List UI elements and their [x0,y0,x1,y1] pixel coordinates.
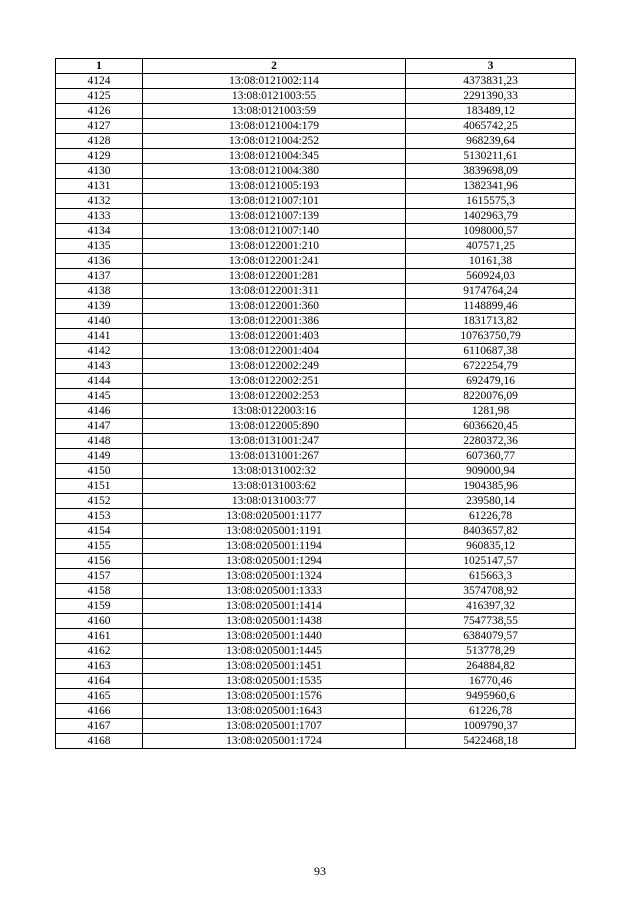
cadastral-value-cell: 1009790,37 [406,719,576,734]
table-row [56,689,576,704]
cadastral-value-cell: 16770,46 [406,674,576,689]
table-row [56,644,576,659]
row-number-cell: 4159 [56,599,143,614]
cadastral-value-cell: 4373831,23 [406,74,576,89]
cadastral-value-cell: 960835,12 [406,539,576,554]
row-number-cell: 4140 [56,314,143,329]
table-row [56,89,576,104]
table-row [56,494,576,509]
cadastral-number-cell: 13:08:0122002:251 [143,374,406,389]
row-number-cell: 4161 [56,629,143,644]
table-row [56,284,576,299]
table-row [56,404,576,419]
cadastral-value-cell: 513778,29 [406,644,576,659]
cadastral-number-cell: 13:08:0121007:101 [143,194,406,209]
table-row [56,479,576,494]
row-number-cell: 4129 [56,149,143,164]
row-number-cell: 4127 [56,119,143,134]
table-row [56,419,576,434]
table-row [56,584,576,599]
cadastral-value-cell: 607360,77 [406,449,576,464]
cadastral-number-cell: 13:08:0205001:1707 [143,719,406,734]
row-number-cell: 4160 [56,614,143,629]
cadastral-number-cell: 13:08:0205001:1294 [143,554,406,569]
cadastral-number-cell: 13:08:0121004:345 [143,149,406,164]
cadastral-number-cell: 13:08:0121003:55 [143,89,406,104]
header-row [56,59,576,74]
row-number-cell: 4146 [56,404,143,419]
row-number-cell: 4143 [56,359,143,374]
cadastral-number-cell: 13:08:0122003:16 [143,404,406,419]
table-row [56,134,576,149]
table-row [56,374,576,389]
cadastral-number-cell: 13:08:0205001:1177 [143,509,406,524]
table-row [56,254,576,269]
row-number-cell: 4162 [56,644,143,659]
table-row [56,659,576,674]
column-header-3: 3 [406,59,576,74]
row-number-cell: 4125 [56,89,143,104]
cadastral-number-cell: 13:08:0122001:403 [143,329,406,344]
cadastral-value-cell: 239580,14 [406,494,576,509]
row-number-cell: 4150 [56,464,143,479]
table-row [56,209,576,224]
row-number-cell: 4131 [56,179,143,194]
table-row [56,524,576,539]
table-row [56,269,576,284]
cadastral-number-cell: 13:08:0121007:139 [143,209,406,224]
table-row [56,704,576,719]
row-number-cell: 4145 [56,389,143,404]
row-number-cell: 4158 [56,584,143,599]
column-header-2: 2 [143,59,406,74]
row-number-cell: 4130 [56,164,143,179]
cadastral-number-cell: 13:08:0121007:140 [143,224,406,239]
cadastral-number-cell: 13:08:0205001:1194 [143,539,406,554]
cadastral-value-cell: 416397,32 [406,599,576,614]
cadastral-value-cell: 6722254,79 [406,359,576,374]
cadastral-number-cell: 13:08:0121004:380 [143,164,406,179]
row-number-cell: 4136 [56,254,143,269]
row-number-cell: 4148 [56,434,143,449]
cadastral-value-cell: 1904385,96 [406,479,576,494]
table-row [56,539,576,554]
row-number-cell: 4165 [56,689,143,704]
row-number-cell: 4147 [56,419,143,434]
table-row [56,239,576,254]
table-row [56,224,576,239]
cadastral-value-cell: 909000,94 [406,464,576,479]
row-number-cell: 4128 [56,134,143,149]
cadastral-value-cell: 1148899,46 [406,299,576,314]
row-number-cell: 4132 [56,194,143,209]
table-row [56,599,576,614]
table-row [56,194,576,209]
cadastral-number-cell: 13:08:0205001:1191 [143,524,406,539]
cadastral-value-cell: 3574708,92 [406,584,576,599]
cadastral-number-cell: 13:08:0131003:62 [143,479,406,494]
cadastral-value-cell: 1025147,57 [406,554,576,569]
cadastral-number-cell: 13:08:0205001:1414 [143,599,406,614]
table-row [56,434,576,449]
cadastral-value-cell: 6036620,45 [406,419,576,434]
table-row [56,179,576,194]
cadastral-value-cell: 5130211,61 [406,149,576,164]
table-row [56,149,576,164]
cadastral-value-cell: 183489,12 [406,104,576,119]
cadastral-value-cell: 2280372,36 [406,434,576,449]
cadastral-number-cell: 13:08:0131001:247 [143,434,406,449]
cadastral-number-cell: 13:08:0121005:193 [143,179,406,194]
row-number-cell: 4153 [56,509,143,524]
row-number-cell: 4137 [56,269,143,284]
row-number-cell: 4124 [56,74,143,89]
cadastral-value-cell: 6384079,57 [406,629,576,644]
row-number-cell: 4151 [56,479,143,494]
cadastral-number-cell: 13:08:0205001:1451 [143,659,406,674]
cadastral-number-cell: 13:08:0121004:252 [143,134,406,149]
table-row [56,314,576,329]
cadastral-number-cell: 13:08:0205001:1440 [143,629,406,644]
cadastral-value-cell: 8220076,09 [406,389,576,404]
cadastral-value-cell: 2291390,33 [406,89,576,104]
row-number-cell: 4166 [56,704,143,719]
cadastral-number-cell: 13:08:0122005:890 [143,419,406,434]
cadastral-value-cell: 7547738,55 [406,614,576,629]
table-body [56,74,576,749]
cadastral-value-cell: 5422468,18 [406,734,576,749]
row-number-cell: 4167 [56,719,143,734]
table-row [56,389,576,404]
cadastral-number-cell: 13:08:0205001:1643 [143,704,406,719]
cadastral-value-cell: 407571,25 [406,239,576,254]
row-number-cell: 4133 [56,209,143,224]
row-number-cell: 4154 [56,524,143,539]
row-number-cell: 4144 [56,374,143,389]
cadastral-value-cell: 560924,03 [406,269,576,284]
cadastral-value-cell: 968239,64 [406,134,576,149]
row-number-cell: 4149 [56,449,143,464]
table-row [56,554,576,569]
cadastral-value-cell: 6110687,38 [406,344,576,359]
table-row [56,734,576,749]
cadastral-number-cell: 13:08:0122002:253 [143,389,406,404]
table-row [56,74,576,89]
table-row [56,719,576,734]
cadastral-value-table [55,58,576,749]
cadastral-number-cell: 13:08:0122001:311 [143,284,406,299]
cadastral-number-cell: 13:08:0205001:1333 [143,584,406,599]
cadastral-number-cell: 13:08:0122001:241 [143,254,406,269]
cadastral-value-cell: 692479,16 [406,374,576,389]
table-row [56,629,576,644]
table-row [56,614,576,629]
cadastral-value-cell: 9174764,24 [406,284,576,299]
cadastral-value-cell: 1615575,3 [406,194,576,209]
cadastral-value-cell: 615663,3 [406,569,576,584]
cadastral-number-cell: 13:08:0121004:179 [143,119,406,134]
cadastral-value-cell: 61226,78 [406,704,576,719]
cadastral-number-cell: 13:08:0122001:210 [143,239,406,254]
cadastral-number-cell: 13:08:0122001:281 [143,269,406,284]
table-row [56,359,576,374]
table-header [56,59,576,74]
cadastral-value-cell: 3839698,09 [406,164,576,179]
row-number-cell: 4139 [56,299,143,314]
row-number-cell: 4135 [56,239,143,254]
table-row [56,674,576,689]
cadastral-value-cell: 4065742,25 [406,119,576,134]
table-row [56,464,576,479]
row-number-cell: 4141 [56,329,143,344]
cadastral-number-cell: 13:08:0131003:77 [143,494,406,509]
cadastral-value-cell: 61226,78 [406,509,576,524]
cadastral-number-cell: 13:08:0121002:114 [143,74,406,89]
row-number-cell: 4138 [56,284,143,299]
cadastral-number-cell: 13:08:0131002:32 [143,464,406,479]
cadastral-value-cell: 8403657,82 [406,524,576,539]
cadastral-value-cell: 1098000,57 [406,224,576,239]
table-row [56,329,576,344]
cadastral-number-cell: 13:08:0122001:360 [143,299,406,314]
row-number-cell: 4152 [56,494,143,509]
cadastral-number-cell: 13:08:0122002:249 [143,359,406,374]
table-row [56,449,576,464]
row-number-cell: 4163 [56,659,143,674]
cadastral-value-cell: 1281,98 [406,404,576,419]
cadastral-number-cell: 13:08:0205001:1445 [143,644,406,659]
cadastral-value-cell: 1831713,82 [406,314,576,329]
cadastral-number-cell: 13:08:0122001:386 [143,314,406,329]
cadastral-number-cell: 13:08:0122001:404 [143,344,406,359]
cadastral-value-cell: 9495960,6 [406,689,576,704]
column-header-1: 1 [56,59,143,74]
row-number-cell: 4157 [56,569,143,584]
cadastral-value-cell: 10763750,79 [406,329,576,344]
cadastral-value-cell: 10161,38 [406,254,576,269]
table-row [56,569,576,584]
cadastral-number-cell: 13:08:0121003:59 [143,104,406,119]
row-number-cell: 4164 [56,674,143,689]
cadastral-number-cell: 13:08:0205001:1576 [143,689,406,704]
cadastral-number-cell: 13:08:0205001:1438 [143,614,406,629]
row-number-cell: 4156 [56,554,143,569]
table-row [56,299,576,314]
table-row [56,344,576,359]
row-number-cell: 4168 [56,734,143,749]
row-number-cell: 4134 [56,224,143,239]
table-row [56,509,576,524]
cadastral-value-cell: 1382341,96 [406,179,576,194]
cadastral-number-cell: 13:08:0205001:1535 [143,674,406,689]
cadastral-value-cell: 264884,82 [406,659,576,674]
page-number: 93 [314,864,326,878]
row-number-cell: 4155 [56,539,143,554]
row-number-cell: 4126 [56,104,143,119]
cadastral-number-cell: 13:08:0205001:1724 [143,734,406,749]
cadastral-value-cell: 1402963,79 [406,209,576,224]
table-row [56,104,576,119]
cadastral-number-cell: 13:08:0205001:1324 [143,569,406,584]
row-number-cell: 4142 [56,344,143,359]
table-row [56,119,576,134]
cadastral-number-cell: 13:08:0131001:267 [143,449,406,464]
table-row [56,164,576,179]
